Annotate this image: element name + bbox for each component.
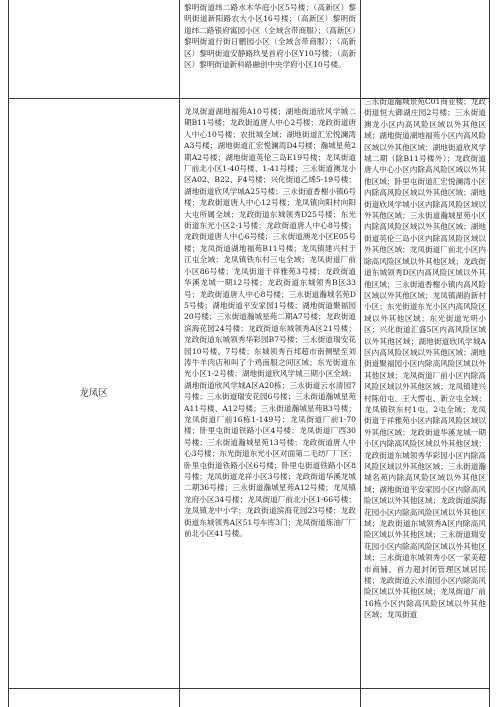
table-divider-1 [179,0,180,707]
table-border-left [8,0,9,707]
medium-risk-cell [364,96,486,686]
row-divider-bottom [8,688,490,689]
high-risk-cell [184,106,356,686]
high-risk-areas-text: 龙凤街道湖地福苑A10号楼；湖地街道欣风学城二期B11号楼；龙政街道唐人中心2号楼；龙政街道唐人中心10号楼；农批城全域；湖地街道汇宏悦澜湾A3号楼；湖地街道汇宏悦澜湾D4号楼；瀚城星苑2期A2号楼；湖地街道英伦三岛E19号楼；龙凤街道厂前北小区1-40号楼、1-41号楼；三永街道澳龙小区A02、B22、F4号楼；兴化街道乙烯5-19号楼；湖地街道欣风学城A25号楼；三永街道香榭小镇6号楼；龙政街道唐人中心12号楼；龙凤镇向阳村向阳大屯所属全域；龙政街道东城领秀D25号楼；东光街道东光小区2-1号楼；龙政街道唐人中心8号楼；龙政街道唐人中心6号楼；三永街道澳龙小区E05号楼；龙凤街道湖地福苑B11号楼；龙凤镇建兴村于江屯全域；龙凤镇铁东村三屯全域；龙凤街道厂前小区86号楼；龙凤街道于祥雅苑3号楼；龙政街道华溪龙城一期12号楼；龙政街道东城领秀B区33号；龙政街道唐人中心8号楼；三永街道瀚城名苑D5号楼；湖地街道平安家园1号楼；湖地街道聚福园20号楼；三永街道瀚城星苑二期A7号楼；龙政街道滨海花园24号楼；龙政街道东城领秀A区21号楼；龙政街道东城领秀华彩园B7号楼；三永街道瑞安花园10号楼、7号楼；东城领秀百邦超市南侧壁至刘涛牛羊肉店和叫了个鸡南服之间区域；东光街道东光小区1-2号楼；湖地街道欣风学城三期小区全域；湖地街道欣风学城A区A20栋；三永街道云水清园7号楼；三永街道瑞安花园6号楼；三永街道瀚城星苑A11号楼、A12号楼；三永街道瀚城星苑B3号楼；龙凤街道厂前16栋1-149号；龙凤街道厂前1-70楼；卧里屯街道铁路小区4号楼；龙凤街道厂西30号楼；三永街道瀚城星苑13号楼；龙政街道唐人中心3号楼；东光街道东光小区对面第二毛纺厂厂区；卧里屯街道铁路小区6号楼；卧里屯街道铁路小区8号楼；龙凤街道龙祥小区3号楼；龙政街道华溪龙城二期36号楼；三永街道瀚城星苑A12号楼；龙凤镇龙府小区34号楼；龙凤街道厂前北小区1-66号楼；龙凤镇龙中小学；龙政街道滨海花园23号楼；龙政街道东城领秀A区51号车库3门；龙凤街道炼油厂厂前北小区41号楼。 [184,107,356,539]
risk-area-table [8,0,490,707]
medium-risk-areas-text: 三永街道瀚城景苑C01商业楼；龙政街道恒大御湖庄园2号楼；三永街道澳龙小区内高风险区域以外其他区域；湖地街道湖地福苑小区内高风险区域以外其他区域；湖地街道欣风学城二期（除B11号楼外）；龙政街道唐人中心小区内除高风险区域以外其他区域；卧里屯街道汇宏悦澜湾小区内除高风险区域以外其他区域；湖地街道欣风学城小区内除高风险区域以外其他区域；三永街道瀚城星苑小区内除高风险区域以外其他区域；湖地街道英伦三岛小区内除高风险区域以外其他区域；龙凤街道厂前北小区内除高风险区域以外其他区域；龙政街道东城领秀D区内高风险区域以外其他区域；三永街道香榭小镇内高风险区域以外其他区域；龙凤镇湖韵新村小区；东光街道东光小区内高风险区域以外其他区域；东光街道光明小区；兴化街道汇盛5区内高风险区域以外其他区域；湖地街道欣风学城A区内高风险区域以外其他区域；湖地街道聚福园小区内除高风险区域以外其他区域；龙凤街道厂前小区内除高风险区域以外其他区域；龙凤镇建兴村陈伯屯、王大愣屯、新立屯全域；龙凤镇铁东村1屯、2屯全域；龙凤街道于祥雅苑小区内除高风险区域以外其他区域；龙政街道华溪龙城一期小区内除高风险区域以外其他区域；龙政街道东城领秀华彩园小区内除高风险区域以外其他区域；三永街道瀚城名苑内除高风险区域以外其他区域；湖地街道平安家园小区内除高风险区域以外其他区域；龙政街道滨海花园小区内除高风险区域以外其他区域；龙政街道东城领秀A区内除高风险区域以外其他区域；三永街道瑞安花园小区内除高风险区域以外其他区域；三永街道东城领秀小区一家美超市商铺、首力超封闭管理区域居民楼；龙政街道云水清园小区内除高风险区域以外其他区域；龙凤街道厂前16栋小区内除高风险区域以外其他区域；龙凤街道 [364,97,486,620]
high-risk-areas-text: 黎明街道纬二路水木华庭小区5号楼；（高新区）黎明街道新阳路农大小区16号楼；（高新区）黎明街道纬二路银府寓园小区（全域含带商服）；（高新区）黎明街道行街日鹏园小区（全域含带商服）；（高新区）黎明街道安静路玖旻首府小区Y10号楼；（高新区）黎明街道新科路融创中央学府小区10号楼。 [184,3,356,70]
district-label: 龙凤区 [79,388,108,399]
table-border-right [489,0,490,707]
table-divider-2 [360,0,361,707]
high-risk-cell-continued [184,2,356,96]
